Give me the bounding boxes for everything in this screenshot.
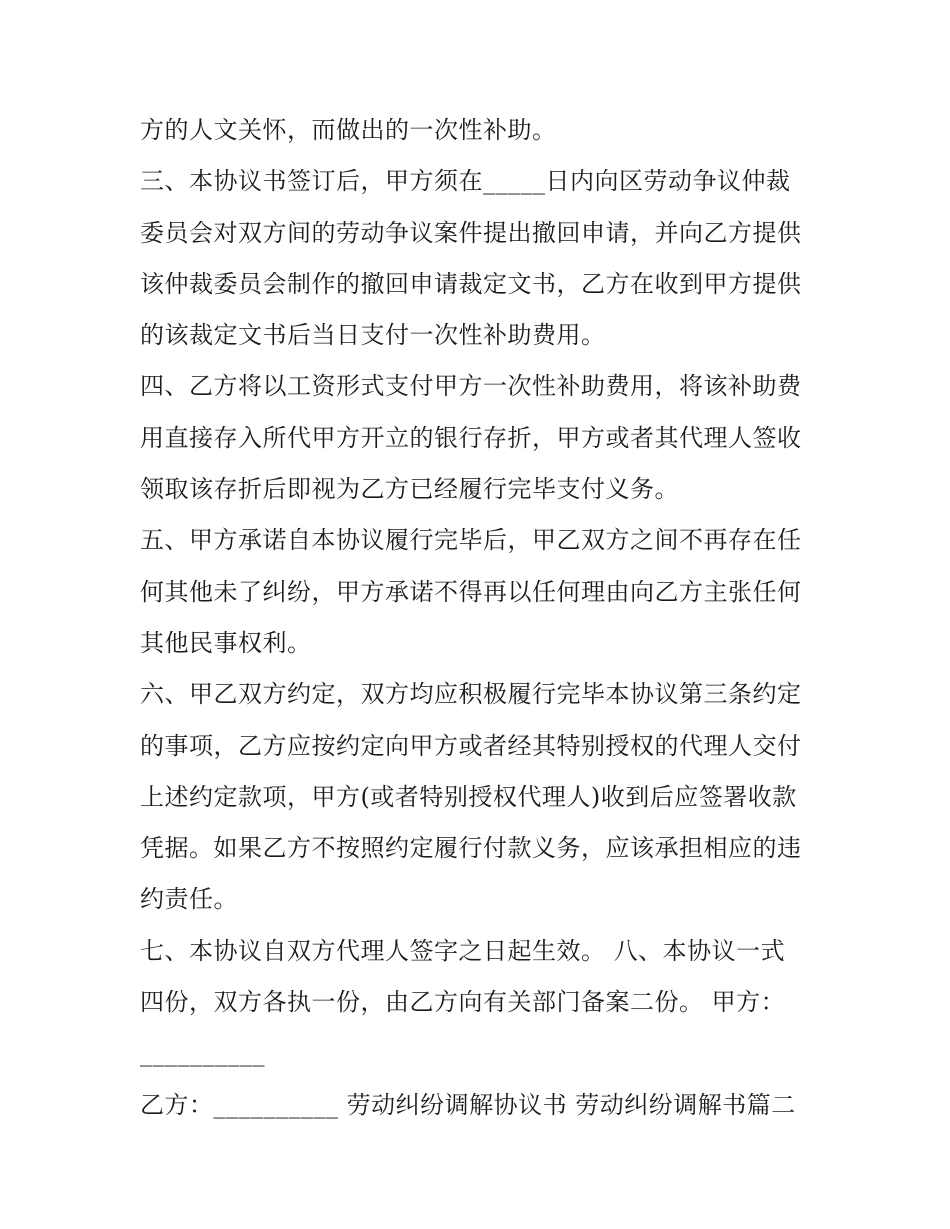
text-line: 的该裁定文书后当日支付一次性补助费用。 <box>140 321 606 350</box>
text-line: 五、甲方承诺自本协议履行完毕后，甲乙双方之间不再存在任 <box>140 526 802 555</box>
text-line: 约责任。 <box>140 885 238 914</box>
text-line: 的事项，乙方应按约定向甲方或者经其特别授权的代理人交付 <box>140 731 802 760</box>
text-line: 六、甲乙双方约定，双方均应积极履行完毕本协议第三条约定 <box>140 680 802 709</box>
text-line: 用直接存入所代甲方开立的银行存折，甲方或者其代理人签收 <box>140 423 802 452</box>
text-line: 四、乙方将以工资形式支付甲方一次性补助费用，将该补助费 <box>140 372 802 401</box>
text-line: 凭据。如果乙方不按照约定履行付款义务，应该承担相应的违 <box>140 834 802 863</box>
text-line: 乙方：__________ 劳动纠纷调解协议书 劳动纠纷调解书篇二 <box>140 1090 796 1119</box>
text-line: 该仲裁委员会制作的撤回申请裁定文书，乙方在收到甲方提供 <box>140 269 802 298</box>
text-line: 方的人文关怀，而做出的一次性补助。 <box>140 116 557 144</box>
text-line: 上述约定款项，甲方(或者特别授权代理人)收到后应签署收款 <box>140 782 797 811</box>
text-line: 其他民事权利。 <box>140 628 312 657</box>
text-line: 四份，双方各执一份，由乙方向有关部门备案二份。 甲方： <box>140 988 786 1017</box>
text-line: 何其他未了纠纷，甲方承诺不得再以任何理由向乙方主张任何 <box>140 577 802 606</box>
text-line: 领取该存折后即视为乙方已经履行完毕支付义务。 <box>140 475 679 504</box>
document-body <box>140 105 820 1131</box>
text-line: 委员会对双方间的劳动争议案件提出撤回申请，并向乙方提供 <box>140 218 802 247</box>
text-line: 七、本协议自双方代理人签字之日起生效。 八、本协议一式 <box>140 936 786 965</box>
signature-blank-line: __________ <box>140 1039 265 1068</box>
text-line: 三、本协议书签订后，甲方须在_____日内向区劳动争议仲裁 <box>140 167 791 196</box>
